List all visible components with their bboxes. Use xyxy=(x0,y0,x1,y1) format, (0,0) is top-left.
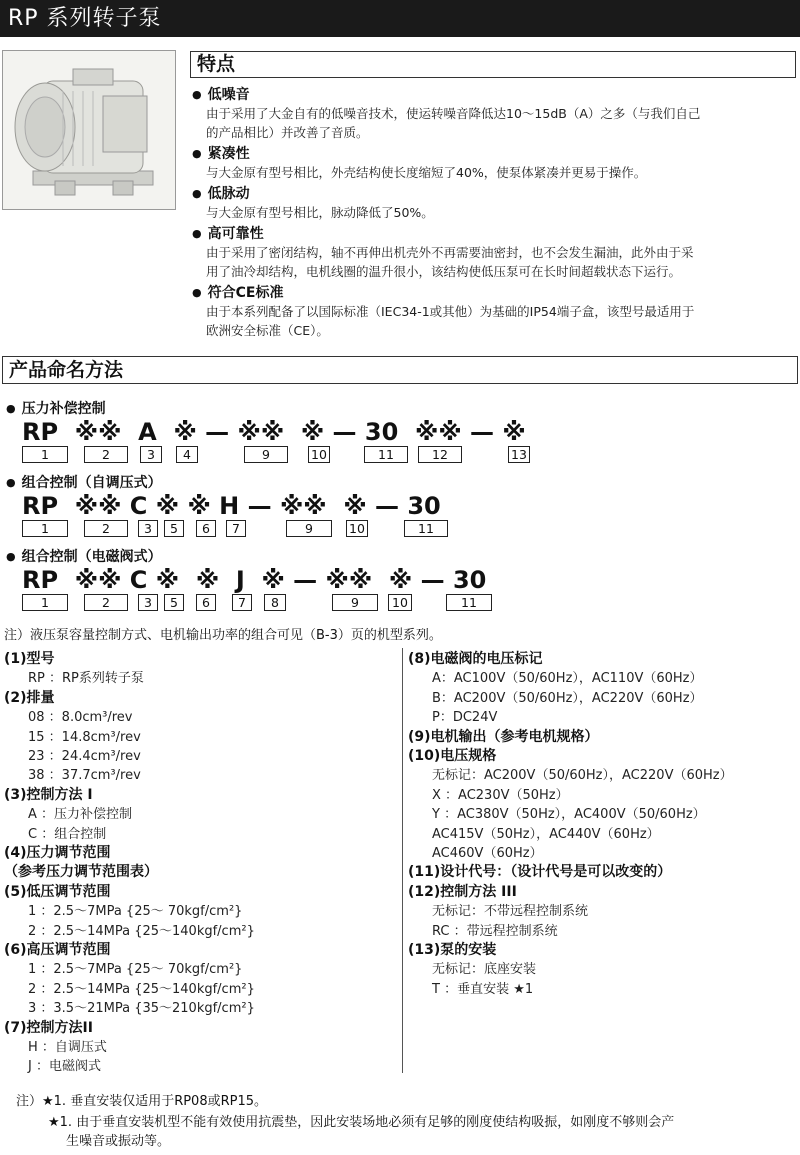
naming-group-label: ● 组合控制（电磁阀式） xyxy=(6,546,162,566)
feature-desc-line: 由于采用了大金自有的低噪音技术，使运转噪音降低达10～15dB（A）之多（与我们自己 xyxy=(206,106,701,121)
code-box: 10 xyxy=(308,446,330,463)
spec-item: 无标记：不带远程控制系统 xyxy=(432,904,589,920)
code-box: 6 xyxy=(196,594,216,611)
code-box: 11 xyxy=(364,446,408,463)
spec-item: J ：电磁阀式 xyxy=(28,1059,101,1075)
spec-heading: (4)压力调节范围 xyxy=(4,845,111,861)
footnote: 注）★1. 垂直安装仅适用于RP08或RP15。 xyxy=(16,1094,268,1109)
feature-item xyxy=(192,84,792,142)
code-box: 12 xyxy=(418,446,462,463)
spec-item: 38 ：37.7cm³/rev xyxy=(28,768,141,784)
spec-item: Y ：AC380V（50Hz），AC400V（50/60Hz） xyxy=(432,807,706,823)
code-box: 11 xyxy=(446,594,492,611)
feature-desc-line: 与大金原有型号相比，外壳结构使长度缩短了40%，使泵体紧凑并更易于操作。 xyxy=(206,165,647,180)
spec-item: 1 ：2.5～7MPa {25～ 70kgf/cm²} xyxy=(28,962,243,978)
spec-heading: (2)排量 xyxy=(4,689,55,706)
code-box: 10 xyxy=(346,520,368,537)
spec-heading: （参考压力调节范围表） xyxy=(4,864,158,881)
code-box: 5 xyxy=(164,594,184,611)
naming-group-label: ● 组合控制（自调压式） xyxy=(6,472,162,492)
feature-desc xyxy=(192,104,792,142)
spec-item: 3 ：3.5～21MPa {35～210kgf/cm²} xyxy=(28,1001,255,1017)
code-box: 13 xyxy=(508,446,530,463)
code-box: 9 xyxy=(244,446,288,463)
model-code: RP ※※ C ※ ※ H — ※※ ※ — 30 xyxy=(22,492,441,520)
code-box: 7 xyxy=(226,520,246,537)
feature-item xyxy=(192,282,792,340)
code-box: 1 xyxy=(22,446,68,463)
spec-item: RC ：带远程控制系统 xyxy=(432,923,558,939)
spec-heading: (1)型号 xyxy=(4,651,55,667)
feature-item xyxy=(192,223,792,281)
footnote: ★1. 由于垂直安装机型不能有效使用抗震垫，因此安装场地必须有足够的刚度使结构吸振，如刚度不够则会产 xyxy=(48,1115,675,1130)
spec-item: A：AC100V（50/60Hz），AC110V（60Hz） xyxy=(432,671,703,687)
code-box: 9 xyxy=(332,594,378,611)
pump-photo xyxy=(2,50,176,210)
spec-heading: (11)设计代号：（设计代号是可以改变的） xyxy=(408,864,672,881)
features-list xyxy=(192,84,792,340)
code-box: 2 xyxy=(84,594,128,611)
spec-item: 2 ：2.5～14MPa {25～140kgf/cm²} xyxy=(28,923,255,939)
code-box: 3 xyxy=(140,446,162,463)
feature-desc-line: 由于本系列配备了以国际标准（IEC34-1或其他）为基础的IP54端子盒，该型号最适用于 xyxy=(206,304,695,319)
code-box: 11 xyxy=(404,520,448,537)
feature-item xyxy=(192,143,792,182)
feature-desc-line: 的产品相比）并改善了音质。 xyxy=(206,125,369,140)
spec-heading: (7)控制方法II xyxy=(4,1019,93,1036)
code-box: 1 xyxy=(22,594,68,611)
naming-note: 注）液压泵容量控制方式、电机输出功率的组合可见（B-3）页的机型系列。 xyxy=(4,628,442,643)
code-box: 1 xyxy=(22,520,68,537)
feature-title: ● 低脉动 xyxy=(192,183,792,203)
spec-item: 1 ：2.5～7MPa {25～ 70kgf/cm²} xyxy=(28,904,243,920)
feature-desc xyxy=(192,163,792,182)
code-box: 6 xyxy=(196,520,216,537)
code-box: 3 xyxy=(138,520,158,537)
code-box: 9 xyxy=(286,520,332,537)
feature-desc-line: 欧洲安全标准（CE）。 xyxy=(206,323,329,338)
spec-item: AC460V（60Hz） xyxy=(432,846,543,861)
spec-item: 23 ：24.4cm³/rev xyxy=(28,749,141,764)
spec-item: A ：压力补偿控制 xyxy=(28,807,133,823)
feature-desc-line: 由于采用了密闭结构，轴不再伸出机壳外不再需要油密封，也不会发生漏油，此外由于采 xyxy=(206,245,694,260)
spec-item: AC415V（50Hz），AC440V（60Hz） xyxy=(432,826,660,842)
spec-heading: (6)高压调节范围 xyxy=(4,942,111,958)
feature-desc xyxy=(192,203,792,222)
spec-item: T ：垂直安装 ★1 xyxy=(432,981,534,997)
spec-heading: (12)控制方法 III xyxy=(408,883,517,900)
feature-desc-line: 用了油冷却结构，电机线圈的温升很小，该结构使低压泵可在长时间超载状态下运行。 xyxy=(206,264,682,279)
spec-item: C ：组合控制 xyxy=(28,826,107,842)
feature-title: ● 高可靠性 xyxy=(192,223,792,243)
spec-heading: (3)控制方法 I xyxy=(4,786,93,803)
code-box: 4 xyxy=(176,446,198,463)
model-code: RP ※※ C ※ ※ J ※ — ※※ ※ — 30 xyxy=(22,566,487,594)
page-title: RP 系列转子泵 xyxy=(0,0,800,37)
feature-item xyxy=(192,183,792,222)
spec-item: 08 ：8.0cm³/rev xyxy=(28,710,133,726)
code-box: 2 xyxy=(84,520,128,537)
spec-item: 无标记：底座安装 xyxy=(432,962,537,978)
code-box: 8 xyxy=(264,594,286,611)
code-box: 10 xyxy=(388,594,412,611)
spec-heading: (8)电磁阀的电压标记 xyxy=(408,651,543,667)
spec-item: 无标记：AC200V（50/60Hz），AC220V（60Hz） xyxy=(432,768,733,784)
spec-item: B：AC200V（50/60Hz），AC220V（60Hz） xyxy=(432,690,703,706)
features-heading: 特点 xyxy=(190,51,796,78)
code-box: 2 xyxy=(84,446,128,463)
rotor-pump-image xyxy=(3,51,175,209)
spec-item: RP ：RP系列转子泵 xyxy=(28,671,144,687)
code-box: 3 xyxy=(138,594,158,611)
spec-item: H ：自调压式 xyxy=(28,1040,107,1055)
spec-heading: (13)泵的安装 xyxy=(408,942,497,958)
code-box: 7 xyxy=(232,594,252,611)
column-divider xyxy=(402,648,403,1073)
footnote: 生噪音或振动等。 xyxy=(66,1134,171,1149)
spec-item: X ：AC230V（50Hz） xyxy=(432,787,569,803)
naming-heading: 产品命名方法 xyxy=(2,356,798,384)
spec-heading: (10)电压规格 xyxy=(408,748,497,764)
spec-heading: (5)低压调节范围 xyxy=(4,883,111,900)
spec-item: 2 ：2.5～14MPa {25～140kgf/cm²} xyxy=(28,981,255,997)
naming-group-label: ● 压力补偿控制 xyxy=(6,398,106,418)
feature-desc xyxy=(192,302,792,340)
model-code: RP ※※ A ※ — ※※ ※ — 30 ※※ — ※ xyxy=(22,418,526,446)
feature-desc xyxy=(192,243,792,281)
feature-title: ● 紧凑性 xyxy=(192,143,792,163)
feature-title: ● 低噪音 xyxy=(192,84,792,104)
spec-heading: (9)电机输出（参考电机规格） xyxy=(408,728,599,745)
feature-title: ● 符合CE标准 xyxy=(192,282,792,302)
spec-item: P：DC24V xyxy=(432,710,498,726)
spec-item: 15 ：14.8cm³/rev xyxy=(28,729,141,745)
code-box: 5 xyxy=(164,520,184,537)
feature-desc-line: 与大金原有型号相比，脉动降低了50%。 xyxy=(206,205,434,220)
